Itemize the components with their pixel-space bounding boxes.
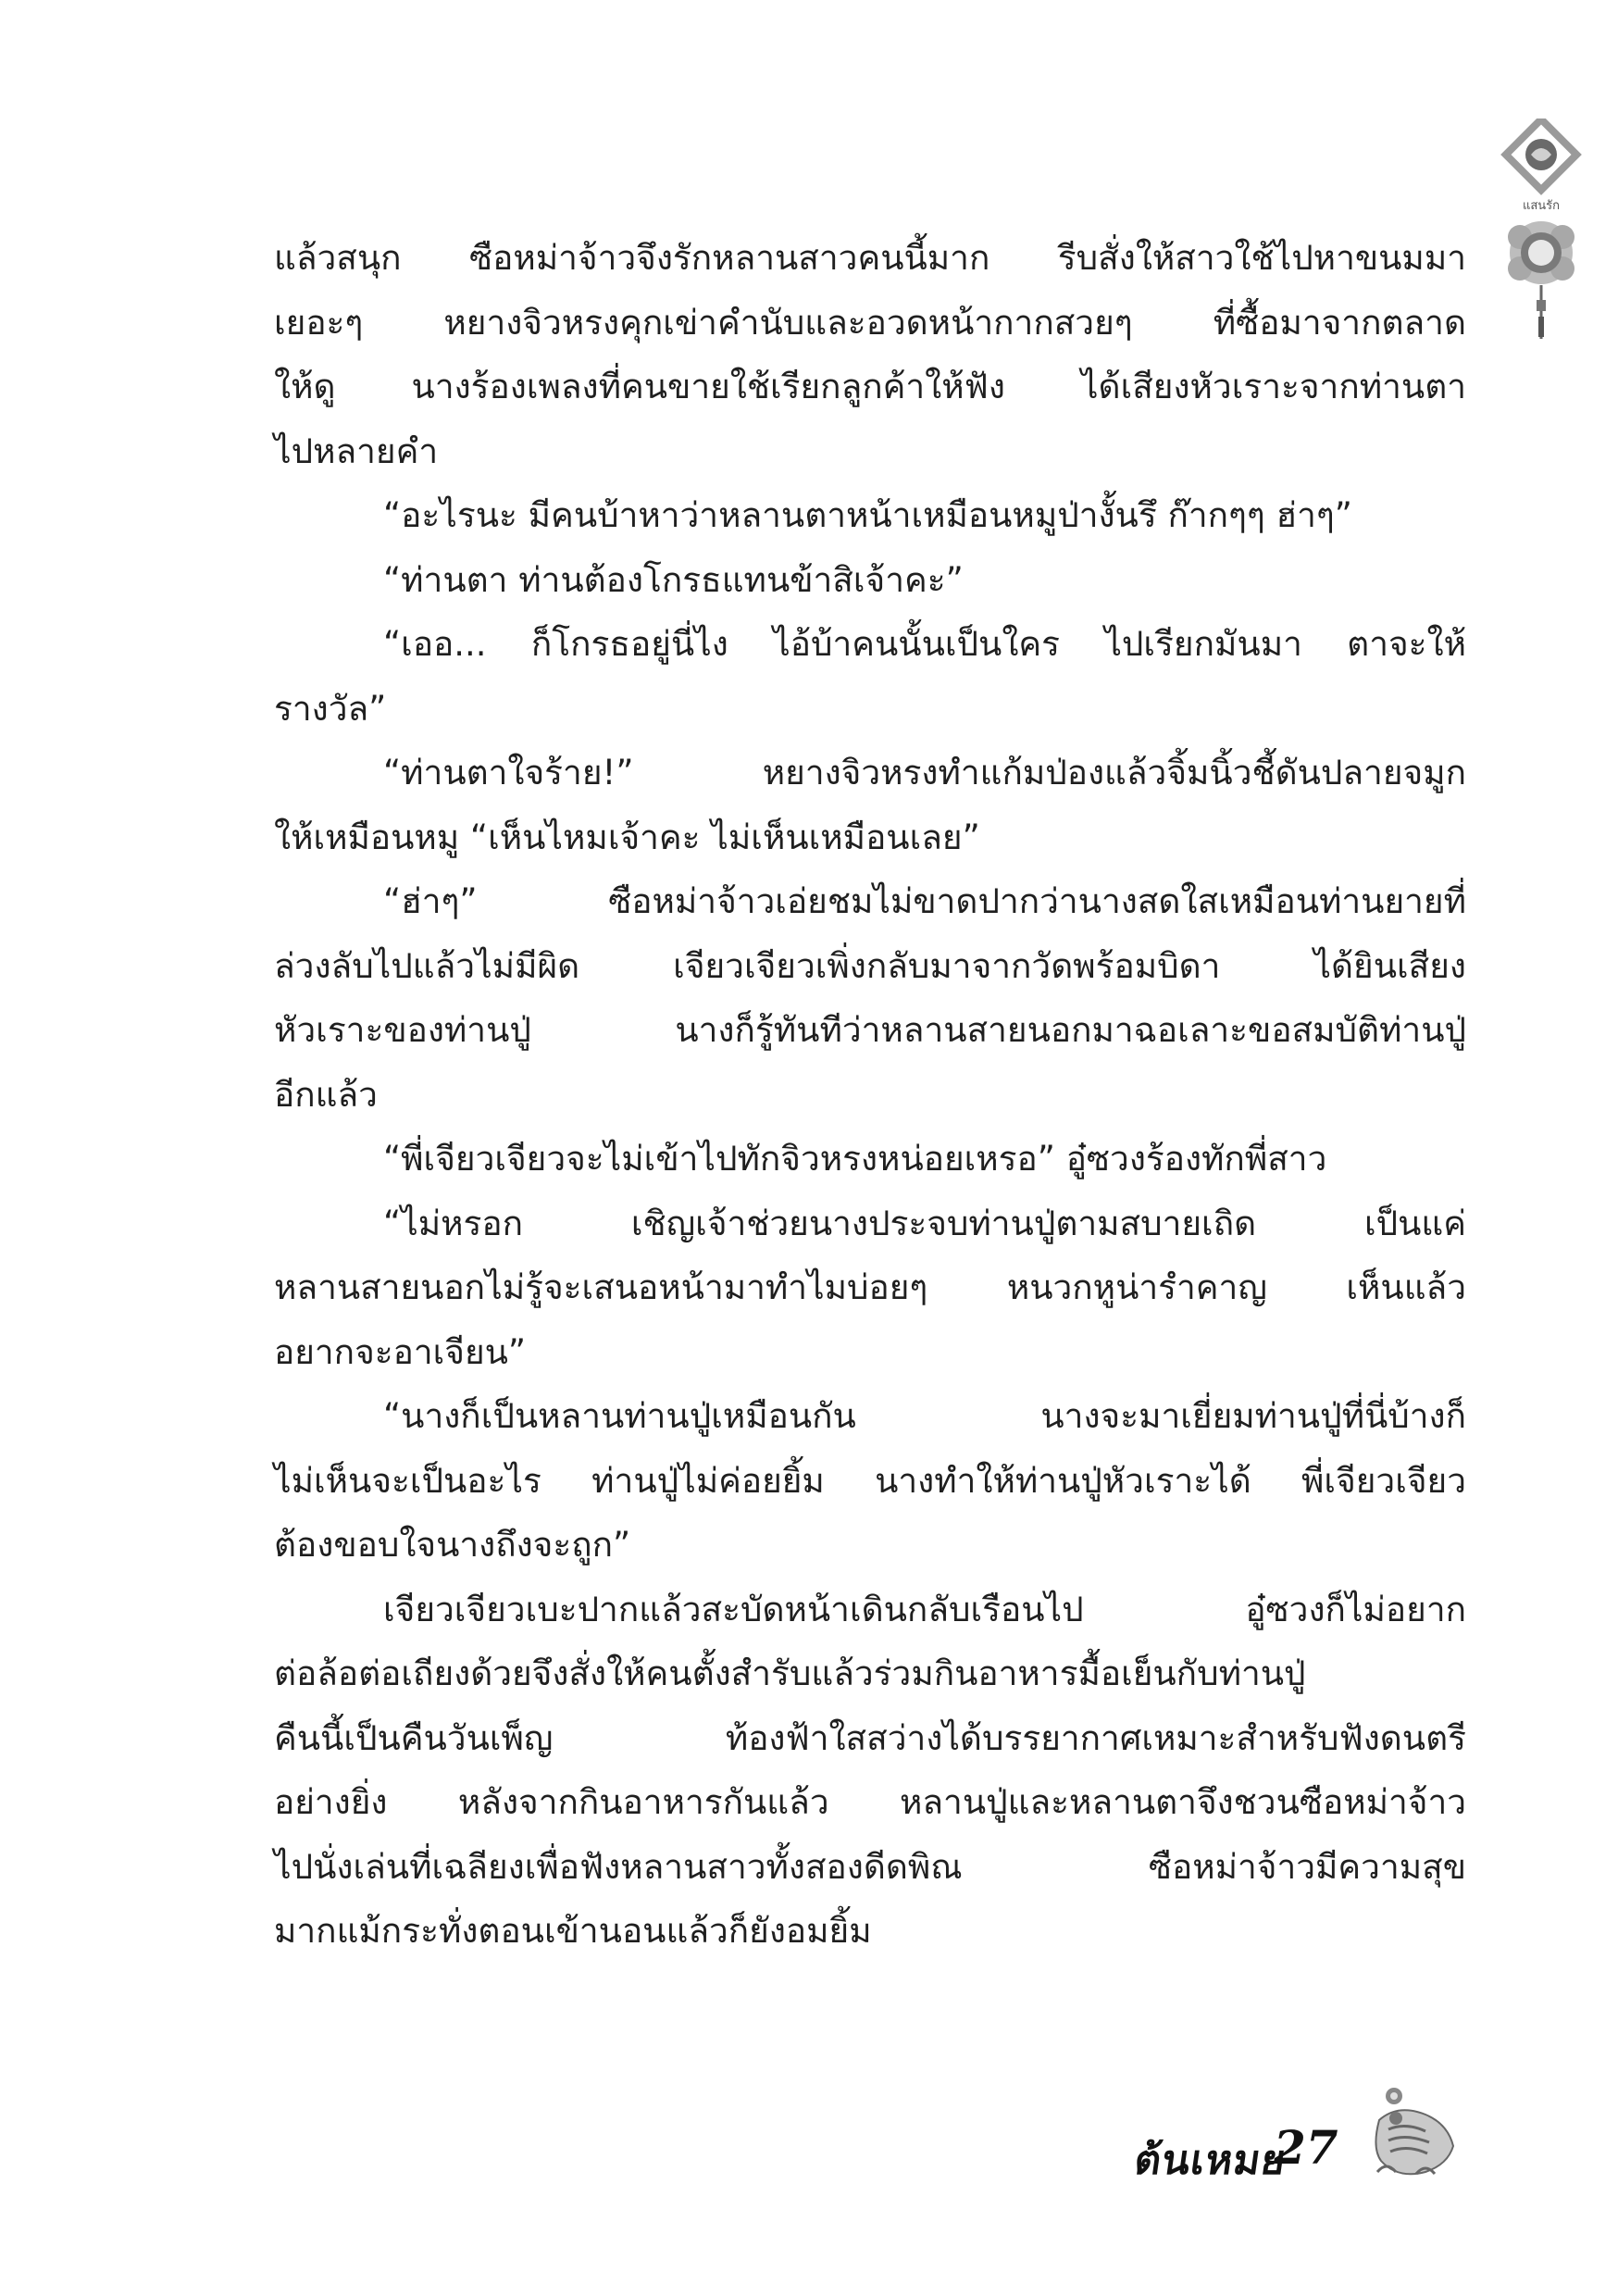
text-line: อีกแล้ว <box>274 1074 378 1115</box>
emblem-flower-icon <box>1508 221 1574 284</box>
text-line: ไปนั่งเล่นที่เฉลียงเพื่อฟังหลานสาวทั้งสองดีดพิณ ซือหม่าจ้าวมีความสุข <box>274 1846 1466 1887</box>
footer-figure-icon <box>1361 2083 1462 2185</box>
text-line: แล้วสนุก ซือหม่าจ้าวจึงรักหลานสาวคนนี้มาก รีบสั่งให้สาวใช้ไปหาขนมมา <box>274 238 1466 278</box>
running-footer-title: ต้นเหมย <box>1131 2137 1289 2184</box>
text-line: มากแม้กระทั่งตอนเข้านอนแล้วก็ยังอมยิ้ม <box>274 1911 872 1951</box>
text-line: “ท่านตา ท่านต้องโกรธแทนข้าสิเจ้าคะ” <box>383 559 964 600</box>
text-line: เยอะๆ หยางจิวหรงคุกเข่าคำนับและอวดหน้ากากสวยๆ ที่ซื้อมาจากตลาด <box>274 302 1466 343</box>
text-line: ให้เหมือนหมู “เห็นไหมเจ้าคะ ไม่เห็นเหมือนเลย” <box>274 817 980 857</box>
page-number: 27 <box>1274 2120 1338 2175</box>
emblem-caption: แสนรัก <box>1522 199 1561 213</box>
text-line: “นางก็เป็นหลานท่านปู่เหมือนกัน นางจะมาเยี่ยมท่านปู่ที่นี่บ้างก็ <box>383 1396 1466 1436</box>
text-line: “อะไรนะ มีคนบ้าหาว่าหลานตาหน้าเหมือนหมูป่างั้นรึ ก๊ากๆๆ ฮ่าๆ” <box>383 495 1352 535</box>
emblem-tassel-icon <box>1537 285 1546 339</box>
text-line: ให้ดู นางร้องเพลงที่คนขายใช้เรียกลูกค้าให้ฟัง ได้เสียงหัวเราะจากท่านตา <box>274 367 1466 406</box>
text-line: อยากจะอาเจียน” <box>274 1331 527 1372</box>
text-line: ต้องขอบใจนางถึงจะถูก” <box>274 1525 631 1565</box>
text-line: “พี่เจียวเจียวจะไม่เข้าไปทักจิวหรงหน่อยเหรอ” อู๋ซวงร้องทักพี่สาว <box>383 1139 1327 1179</box>
body-text <box>274 226 1466 1964</box>
text-line: เจียวเจียวเบะปากแล้วสะบัดหน้าเดินกลับเรือนไป อู๋ซวงก็ไม่อยาก <box>383 1589 1466 1629</box>
emblem-diamond-icon <box>1500 119 1582 195</box>
text-line: ไปหลายคำ <box>274 430 439 471</box>
text-line: ล่วงลับไปแล้วไม่มีผิด เจียวเจียวเพิ่งกลับมาจากวัดพร้อมบิดา ได้ยินเสียง <box>274 945 1466 986</box>
text-line: “เออ... ก็โกรธอยู่นี่ไง ไอ้บ้าคนนั้นเป็นใคร ไปเรียกมันมา ตาจะให้ <box>383 624 1466 664</box>
text-line: คืนนี้เป็นคืนวันเพ็ญ ท้องฟ้าใสสว่างได้บรรยากาศเหมาะสำหรับฟังดนตรี <box>274 1717 1466 1758</box>
text-line: ไม่เห็นจะเป็นอะไร ท่านปู่ไม่ค่อยยิ้ม นางทำให้ท่านปู่หัวเราะได้ พี่เจียวเจียว <box>274 1460 1466 1501</box>
emblem-ornament <box>1492 119 1594 350</box>
text-line: หัวเราะของท่านปู่ นางก็รู้ทันทีว่าหลานสายนอกมาฉอเลาะขอสมบัติท่านปู่ <box>274 1010 1466 1050</box>
text-line: อย่างยิ่ง หลังจากกินอาหารกันแล้ว หลานปู่และหลานตาจึงชวนซือหม่าจ้าว <box>274 1782 1466 1822</box>
text-line: ต่อล้อต่อเถียงด้วยจึงสั่งให้คนตั้งสำรับแล้วร่วมกินอาหารมื้อเย็นกับท่านปู่ <box>274 1653 1306 1693</box>
text-line: รางวัล” <box>274 688 387 729</box>
text-line: “ฮ่าๆ” ซือหม่าจ้าวเอ่ยชมไม่ขาดปากว่านางสดใสเหมือนท่านยายที่ <box>383 881 1466 921</box>
text-line: “ไม่หรอก เชิญเจ้าช่วยนางประจบท่านปู่ตามสบายเถิด เป็นแค่ <box>383 1203 1466 1243</box>
text-line: หลานสายนอกไม่รู้จะเสนอหน้ามาทำไมบ่อยๆ หนวกหูน่ารำคาญ เห็นแล้ว <box>274 1267 1466 1307</box>
text-line: “ท่านตาใจร้าย!” หยางจิวหรงทำแก้มป่องแล้วจิ้มนิ้วชี้ดันปลายจมูก <box>383 753 1466 792</box>
